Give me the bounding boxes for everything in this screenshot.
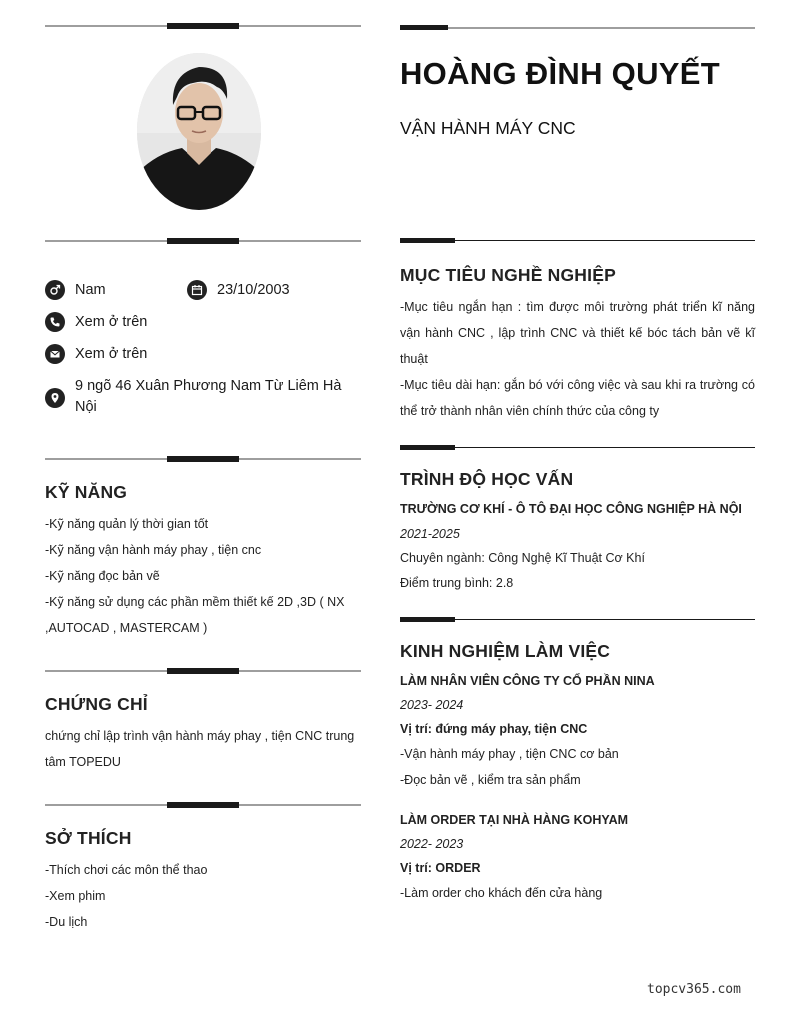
job-title: VẬN HÀNH MÁY CNC [400,118,576,138]
objective-text [400,294,755,424]
list-item: -Kỹ năng quản lý thời gian tốt [45,517,209,531]
divider [45,458,361,460]
phone-value: Xem ở trên [75,314,148,330]
hobbies-heading: SỞ THÍCH [45,828,132,848]
experience-job-2 [400,808,755,906]
hobbies-list [45,857,355,935]
divider [400,619,755,620]
avatar [137,53,261,210]
education-period: 2021-2025 [400,526,460,541]
gender-icon [45,280,65,300]
job-position: Vị trí: ORDER [400,861,481,875]
education-major: Chuyên ngành: Công Nghệ Kĩ Thuật Cơ Khí [400,551,645,565]
skills-list [45,511,355,641]
list-item: -Kỹ năng đọc bản vẽ [45,569,160,583]
contact-birthday [187,280,290,301]
contact-gender [45,280,106,301]
skills-heading: KỸ NĂNG [45,482,128,502]
certificates-text [45,723,363,775]
calendar-icon [187,280,207,300]
portrait-photo [137,53,261,210]
divider [45,670,361,672]
divider [400,27,755,29]
footer-watermark: topcv365.com [647,982,741,997]
experience-heading: KINH NGHIỆM LÀM VIỆC [400,641,611,661]
objective-heading: MỤC TIÊU NGHỀ NGHIỆP [400,265,616,285]
objective-short-term: -Mục tiêu ngắn hạn : tìm được môi trường phát triển kĩ năng vận hành CNC , lập trình CNC và thiết kế bóc tách bản vẽ kĩ thuật [400,300,755,366]
birthday-value: 23/10/2003 [217,282,290,298]
page-title: HOÀNG ĐÌNH QUYẾT [400,56,720,91]
list-item: -Kỹ năng vận hành máy phay , tiện cnc [45,543,262,557]
job-period: 2022- 2023 [400,837,464,851]
divider [400,240,755,241]
job-period: 2023- 2024 [400,698,464,712]
job-task: -Làm order cho khách đến cửa hàng [400,886,603,900]
education-block [400,497,755,595]
list-item: -Kỹ năng sử dụng các phần mềm thiết kế 2D ,3D ( NX ,AUTOCAD , MASTERCAM ) [45,595,345,635]
divider [45,804,361,806]
job-position: Vị trí: đứng máy phay, tiện CNC [400,722,588,736]
school-name: TRƯỜNG CƠ KHÍ - Ô TÔ ĐẠI HỌC CÔNG NGHIỆP HÀ NỘI [400,502,742,516]
divider [400,447,755,448]
location-pin-icon [45,388,65,408]
divider [45,240,361,242]
experience-job-1 [400,669,755,793]
job-task: -Vận hành máy phay , tiện CNC cơ bản [400,747,619,761]
list-item: -Thích chơi các môn thể thao [45,863,208,877]
list-item: -Xem phim [45,889,106,903]
address-value: 9 ngõ 46 Xuân Phương Nam Từ Liêm Hà Nội [75,378,342,415]
education-gpa: Điểm trung bình: 2.8 [400,575,514,590]
email-icon [45,344,65,364]
gender-value: Nam [75,282,106,298]
list-item: -Du lịch [45,915,88,929]
job-task: -Đọc bản vẽ , kiểm tra sản phẩm [400,773,581,787]
certificates-heading: CHỨNG CHỈ [45,694,148,714]
email-value: Xem ở trên [75,346,148,362]
contact-email [45,344,147,365]
divider [45,25,361,27]
job-company: LÀM NHÂN VIÊN CÔNG TY CỔ PHẦN NINA [400,674,655,688]
job-company: LÀM ORDER TẠI NHÀ HÀNG KOHYAM [400,813,629,827]
contact-address [45,377,345,418]
certificate-item: chứng chỉ lập trình vận hành máy phay , tiện CNC trung tâm TOPEDU [45,729,355,769]
objective-long-term: -Mục tiêu dài hạn: gắn bó với công việc và sau khi ra trường có thể trở thành nhân viên chính thức của công ty [400,378,755,418]
education-heading: TRÌNH ĐỘ HỌC VẤN [400,469,574,489]
contact-phone [45,312,147,333]
phone-icon [45,312,65,332]
